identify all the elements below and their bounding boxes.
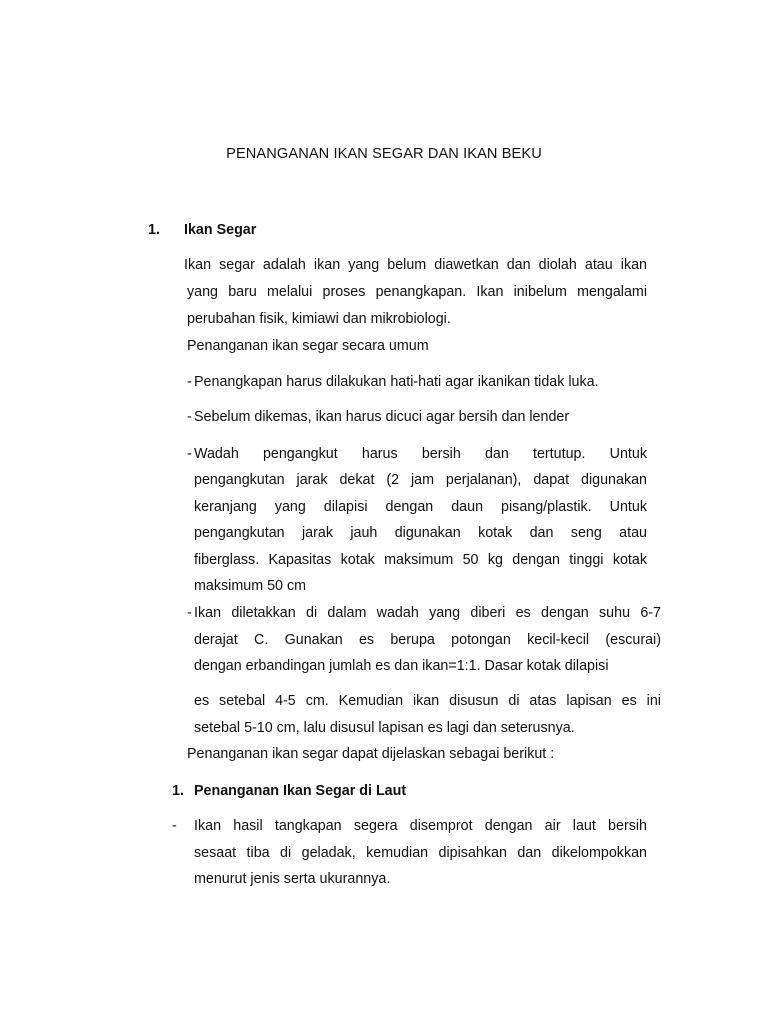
bullet-line: Ikan hasil tangkapan segera disemprot dengan air laut bersih [194,818,647,834]
bullet-dash: - [172,818,177,834]
bullet-line: keranjang yang dilapisi dengan daun pisang/plastik. Untuk [194,499,647,515]
section-heading: Ikan Segar [184,222,257,238]
subsection-number: 1. [172,783,184,799]
bullet-dash: - [187,409,192,425]
bullet-line: Penangkapan harus dilakukan hati-hati agar ikanikan tidak luka. [194,374,599,390]
section-number: 1. [148,222,160,238]
bullet-dash: - [187,605,192,621]
subheading-text: Penanganan ikan segar secara umum [187,338,429,354]
bullet-line: dengan erbandingan jumlah es dan ikan=1:1. Dasar kotak dilapisi [194,658,609,674]
bullet-line: maksimum 50 cm [194,578,307,594]
subsection-heading: Penanganan Ikan Segar di Laut [194,783,407,799]
paragraph-line: Penanganan ikan segar dapat dijelaskan sebagai berikut : [187,746,555,762]
bullet-line: sesaat tiba di geladak, kemudian dipisahkan dan dikelompokkan [194,845,647,861]
bullet-dash: - [187,446,192,462]
bullet-line: pengangkutan jarak dekat (2 jam perjalanan), dapat digunakan [194,472,647,488]
bullet-line: pengangkutan jarak jauh digunakan kotak dan seng atau [194,525,647,541]
document-title: PENANGANAN IKAN SEGAR DAN IKAN BEKU [226,146,542,162]
bullet-line: es setebal 4-5 cm. Kemudian ikan disusun di atas lapisan es ini [194,693,661,709]
paragraph-line: yang baru melalui proses penangkapan. Ikan inibelum mengalami [187,284,647,300]
paragraph-line: Ikan segar adalah ikan yang belum diawetkan dan diolah atau ikan [184,257,647,273]
bullet-line: menurut jenis serta ukurannya. [194,871,391,887]
bullet-line: derajat C. Gunakan es berupa potongan kecil-kecil (escurai) [194,632,661,648]
paragraph-line: perubahan fisik, kimiawi dan mikrobiologi. [187,311,451,327]
bullet-line: Wadah pengangkut harus bersih dan tertutup. Untuk [194,446,647,462]
bullet-line: Sebelum dikemas, ikan harus dicuci agar bersih dan lender [194,409,570,425]
bullet-dash: - [187,374,192,390]
bullet-line: setebal 5-10 cm, lalu disusul lapisan es lagi dan seterusnya. [194,720,575,736]
bullet-line: fiberglass. Kapasitas kotak maksimum 50 kg dengan tinggi kotak [194,552,647,568]
bullet-line: Ikan diletakkan di dalam wadah yang diberi es dengan suhu 6-7 [194,605,661,621]
